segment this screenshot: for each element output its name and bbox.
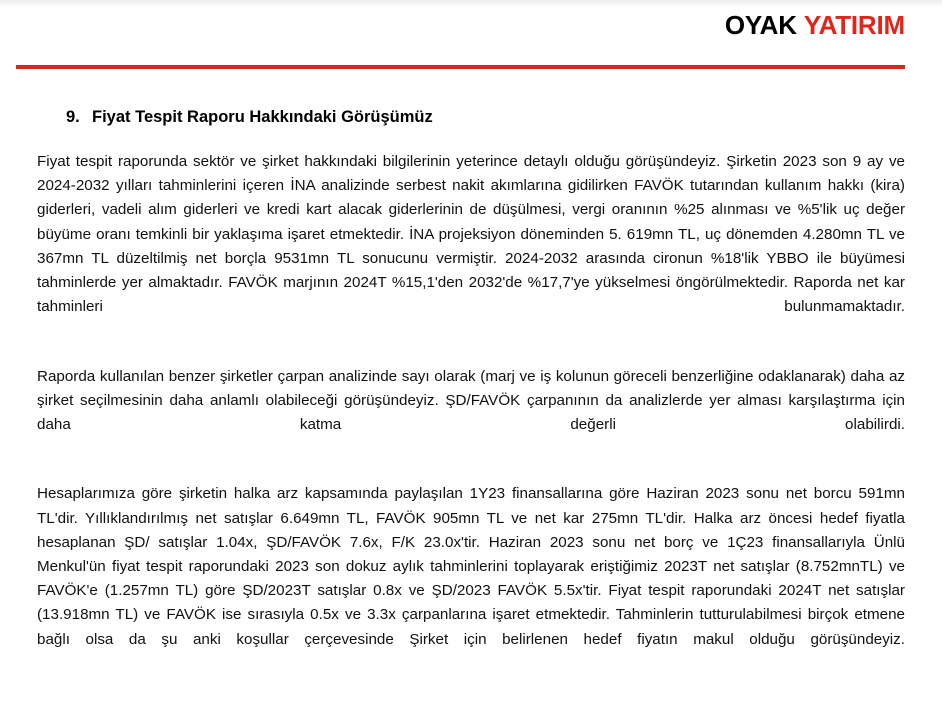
section-heading-number: 9. (66, 108, 80, 126)
logo-text-yatirim: YATIRIM (803, 10, 905, 40)
company-logo (725, 11, 905, 39)
paragraph-2: Raporda kullanılan benzer şirketler çarpan analizinde sayı olarak (marj ve iş kolunun göreceli benzerliğine odaklanarak) daha az şirket seçilmesinin daha anlamlı olabileceği görüşündeyiz. ŞD/FAVÖK çarpanının da analizlerde yer alması karşılaştırma için daha katma değerli olabilirdi. (37, 367, 905, 434)
section-heading (37, 106, 905, 128)
paragraph-1: Fiyat tespit raporunda sektör ve şirket hakkındaki bilgilerinin yeterince detaylı olduğu görüşündeyiz. Şirketin 2023 son 9 ay ve 2024-2032 yılları tahminlerini içeren İNA analizinde serbest nakit akımlarına gidilirken FAVÖK tutarından kullanım hakkı (kira) giderleri, vadeli alım giderleri ve kredi kart alacak giderlerinin de düşülmesi, vergi oranının %25 alınması ve %5'lik uç değer büyüme oranı temkinli bir yaklaşıma işaret etmektedir. İNA projeksiyon döneminden 5. 619mn TL, uç dönemden 4.280mn TL ve 367mn TL düzeltilmiş net borçla 9531mn TL sonucunu vermiştir. 2024-2032 arasında cironun %18'lik YBBO ile büyümesi tahminlerde yer almaktadır. FAVÖK marjının 2024T %15,1'den 2032'de %17,7'ye yükselmesi öngörülmektedir. Raporda net kar tahminleri bulunmamaktadır. (37, 153, 905, 316)
logo-text-oyak: OYAK (724, 10, 797, 40)
section-heading-title: Fiyat Tespit Raporu Hakkındaki Görüşümüz (92, 108, 433, 126)
header-divider-rule (16, 65, 905, 69)
page-header (0, 0, 942, 62)
document-content (37, 106, 905, 676)
paragraph-3: Hesaplarımıza göre şirketin halka arz kapsamında paylaşılan 1Y23 finansallarına göre Haziran 2023 sonu net borcu 591mn TL'dir. Yıllıklandırılmış net satışlar 6.649mn TL, FAVÖK 905mn TL ve net kar 275mn TL'dir. Halka arz öncesi hedef fiyatla hesaplanan ŞD/ satışlar 1.04x, ŞD/FAVÖK 7.6x, F/K 23.0x'tir. Haziran 2023 sonu net borç ve 1Ç23 finansallarıyla Ünlü Menkul'ün fiyat tespit raporundaki 2023 son dokuz aylık tahminlerini toplayarak eriştiğimiz 2023T net satışlar (8.752mnTL) ve FAVÖK'e (1.257mn TL) göre ŞD/2023T satışlar 0.8x ve ŞD/2023 FAVÖK 5.5x'tir. Fiyat tespit raporundaki 2024T net satışlar (13.918mn TL) ve FAVÖK ise sırasıyla 0.5x ve 3.3x çarpanlarına işaret etmektedir. Tahminlerin tutturulabilmesi birçok etmene bağlı olsa da şu anki koşullar çerçevesinde Şirket için belirlenen hedef fiyatın makul olduğu görüşündeyiz. (37, 485, 905, 648)
